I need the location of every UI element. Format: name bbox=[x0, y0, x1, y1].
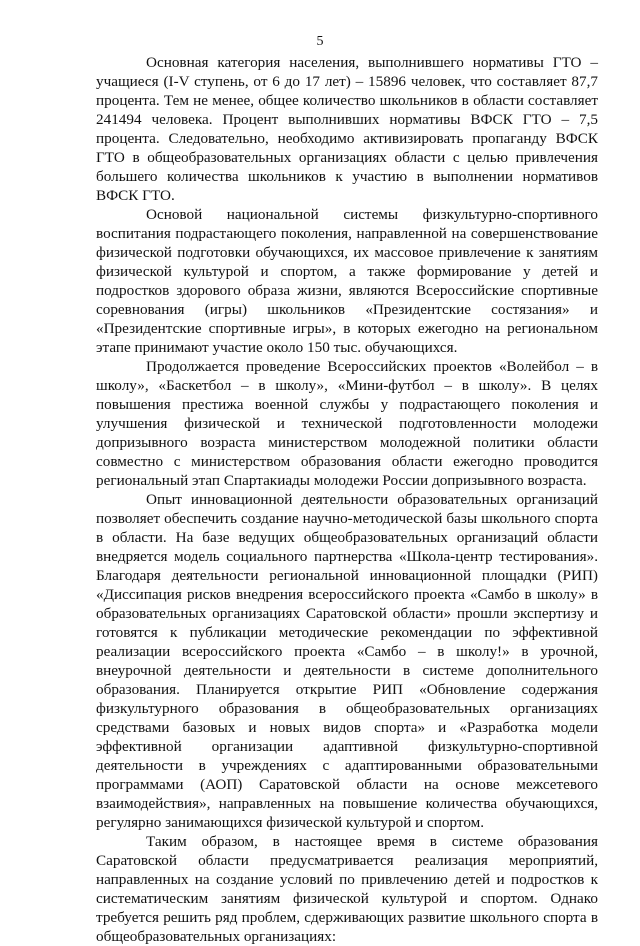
document-body bbox=[96, 53, 598, 946]
page-number: 5 bbox=[316, 34, 324, 49]
paragraph-innovation: Опыт инновационной деятельности образовательных организаций позволяет обеспечить создание научно-методической базы школьного спорта в области. На базе ведущих общеобразовательных организаций области внедряется модель социального партнерства «Школа-центр тестирования». Благодаря деятельности региональной инновационной площадки (РИП) «Диссипация рисков внедрения всероссийского проекта «Самбо в школу» в образовательных организациях Саратовской области» прошли экспертизу и готовятся к публикации методические рекомендации по эффективной реализации всероссийского проекта «Самбо – в школу!» в урочной, внеурочной деятельности и деятельности в системе дополнительного образования. Планируется открытие РИП «Обновление содержания физкультурного образования в общеобразовательных организациях средствами базовых и новых видов спорта» и «Разработка модели эффективной организации адаптивной физкультурно-спортивной деятельности в учреждениях с адаптированными образовательными программами (АОП) Саратовской области на основе межсетевого взаимодействия», направленных на повышение количества обучающихся, регулярно занимающихся физической культурой и спортом. bbox=[96, 491, 598, 831]
paragraph-sports-projects: Продолжается проведение Всероссийских проектов «Волейбол – в школу», «Баскетбол – в школу», «Мини-футбол – в школу». В целях повышения престижа военной службы у подрастающего поколения и улучшения физической и технической подготовленности молодежи допризывного возраста министерством молодежной политики области совместно с министерством образования области ежегодно проводится региональный этап Спартакиады молодежи России допризывного возраста. bbox=[96, 358, 598, 489]
paragraph-conclusion: Таким образом, в настоящее время в системе образования Саратовской области предусматривается реализация мероприятий, направленных на создание условий по привлечению детей и подростков к систематическим занятиям физической культурой и спортом. Однако требуется решить ряд проблем, сдерживающих развитие школьного спорта в общеобразовательных организациях: bbox=[96, 833, 598, 945]
paragraph-presidential-games: Основой национальной системы физкультурно-спортивного воспитания подрастающего поколения, направленной на совершенствование физической подготовки обучающихся, их массовое привлечение к занятиям физической культурой и спортом, а также формирование у детей и подростков здорового образа жизни, являются Всероссийские спортивные соревнования (игры) школьников «Президентские состязания» и «Президентские спортивные игры», в которых ежегодно на региональном этапе принимают участие около 150 тыс. обучающихся. bbox=[96, 206, 598, 356]
paragraph-gto-stats: Основная категория населения, выполнившего нормативы ГТО – учащиеся (I-V ступень, от 6 до 17 лет) – 15896 человек, что составляет 87,7 процента. Тем не менее, общее количество школьников в области составляет 241494 человека. Процент выполнивших нормативы ВФСК ГТО – 7,5 процента. Следовательно, необходимо активизировать пропаганду ВФСК ГТО в общеобразовательных организациях области с целью привлечения большего количества школьников к участию в выполнении нормативов ВФСК ГТО. bbox=[96, 54, 598, 204]
